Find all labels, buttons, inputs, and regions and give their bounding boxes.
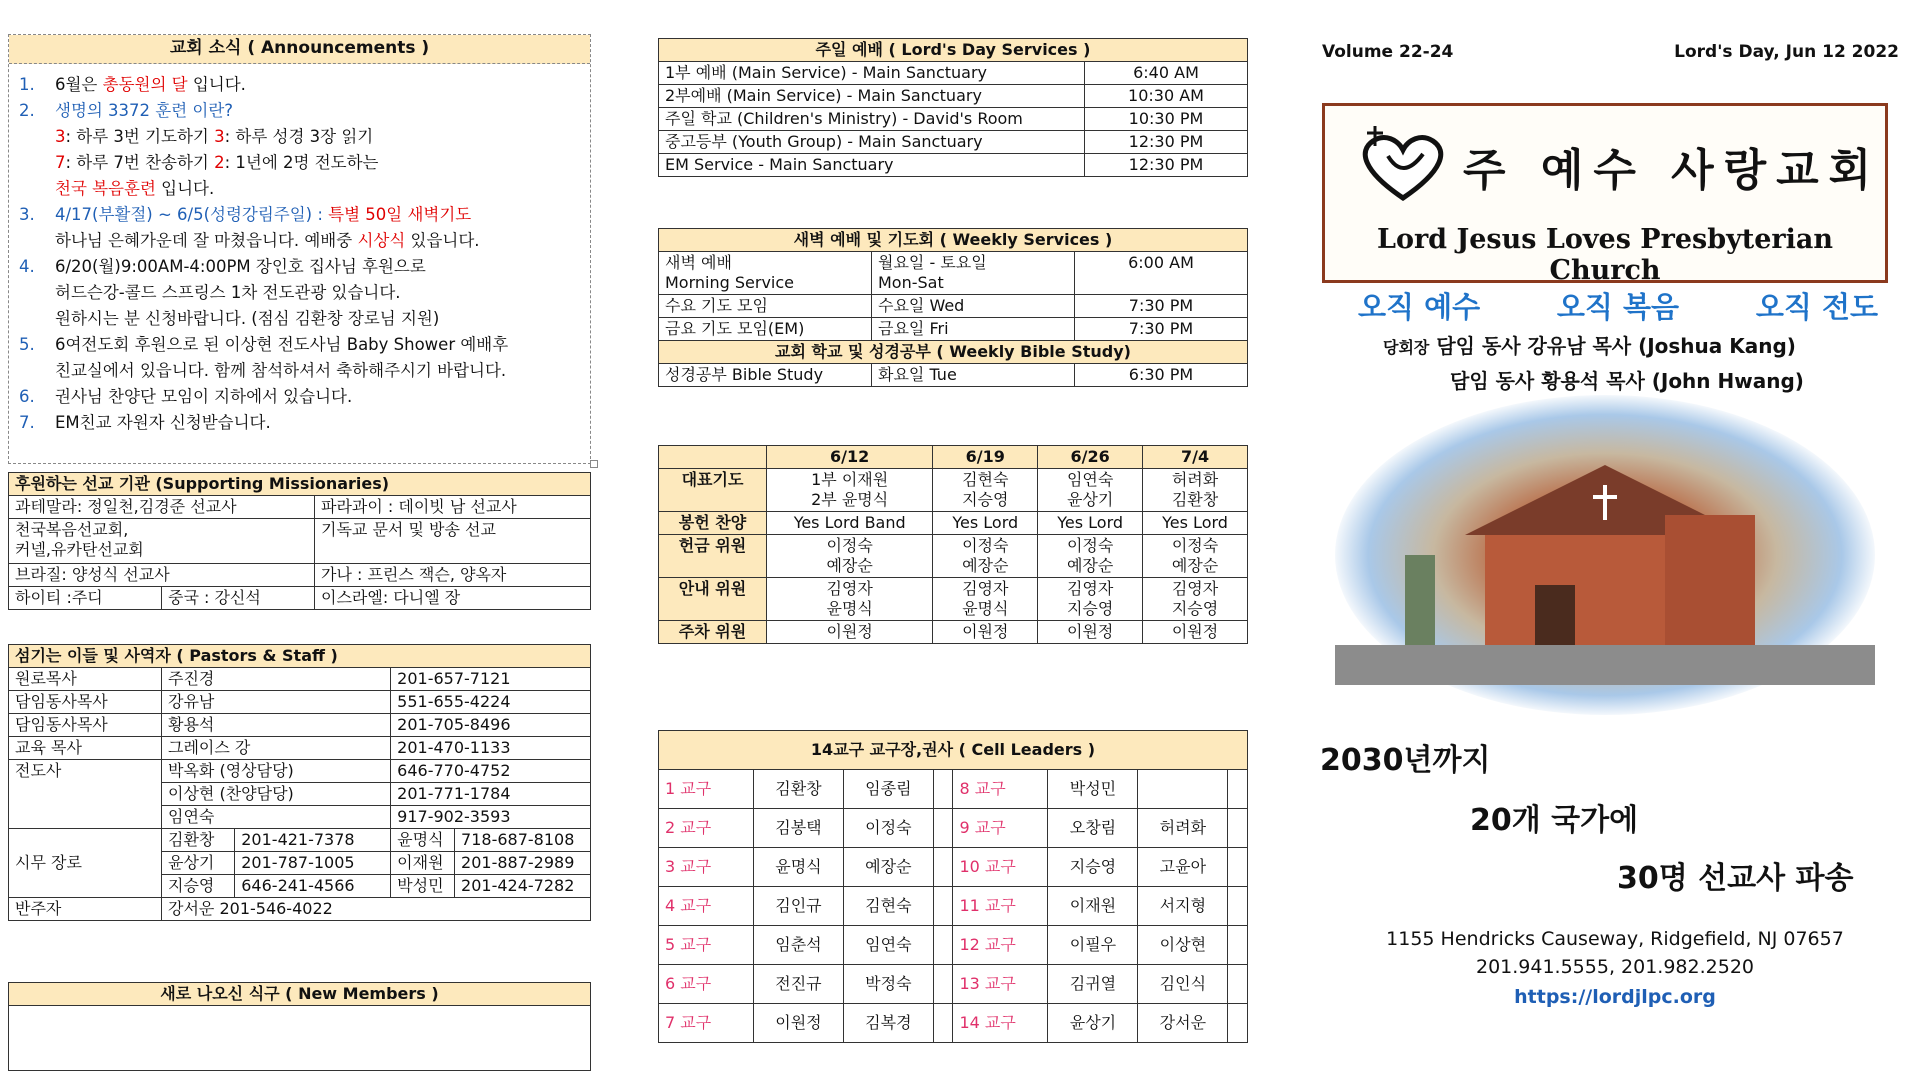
announcement-text: : 하루 성경 3장 읽기 (224, 127, 374, 146)
announcement-text: 특별 50일 새벽기도 (328, 205, 472, 224)
weekly-time: 6:30 PM (1075, 364, 1248, 387)
staff-role: 담임동사목사 (9, 714, 162, 737)
announcement-number: 1. (19, 75, 35, 94)
church-logo (1322, 103, 1888, 286)
staff-name: 이상현 (찬양담당) (162, 783, 391, 806)
announcement-subline (19, 124, 590, 150)
staff-name: 주진경 (162, 668, 391, 691)
service-time: 10:30 AM (1085, 85, 1248, 108)
announcement-number: 6. (19, 387, 35, 406)
duty-cell: 김현숙 지승영 (933, 469, 1038, 512)
website-link[interactable]: https://lordjlpc.org (1514, 986, 1716, 1008)
cell-district: 11 교구 (953, 887, 1048, 926)
phone-numbers: 201.941.5555, 201.982.2520 (1475, 956, 1754, 978)
duty-cell: 이정숙 예장순 (767, 535, 933, 578)
cell-leader: 박성민 (1048, 770, 1138, 809)
mission-cell: 파라과이 : 데이빗 남 선교사 (315, 496, 591, 519)
new-members-box (8, 982, 591, 1071)
duty-label: 안내 위원 (659, 578, 767, 621)
weekly-name: 금요 기도 모임(EM) (659, 318, 872, 341)
duty-date: 6/19 (933, 446, 1038, 469)
cell-leader: 임춘석 (754, 926, 844, 965)
cell-leader: 이정숙 (843, 809, 933, 848)
vision-line-3: 30명 선교사 파송 (1617, 861, 1854, 896)
cell-leader: 박정숙 (843, 965, 933, 1004)
announcement-text: 7 (55, 153, 66, 172)
cell-leader: 김복경 (843, 1004, 933, 1043)
weekly-name: 성경공부 Bible Study (659, 364, 872, 387)
duty-cell: 이원정 (1143, 621, 1248, 644)
announcement-subline (19, 150, 590, 176)
weekly-title: 새벽 예배 및 기도회 ( Weekly Services ) (659, 229, 1248, 252)
duty-cell: 이정숙 예장순 (1143, 535, 1248, 578)
duty-cell: 허려화 김환창 (1143, 469, 1248, 512)
cell-district: 5 교구 (659, 926, 754, 965)
staff-phone: 201-470-1133 (391, 737, 591, 760)
cell-district: 14 교구 (953, 1004, 1048, 1043)
cell-leader: 김인식 (1138, 965, 1228, 1004)
cell-district: 1 교구 (659, 770, 754, 809)
volume-label: Volume 22-24 (1322, 42, 1454, 62)
cell-leader: 임연숙 (843, 926, 933, 965)
weekly-day: 수요일 Wed (872, 295, 1075, 318)
cell-leader: 김환창 (754, 770, 844, 809)
duty-cell: 이원정 (933, 621, 1038, 644)
cell-leaders-table (658, 730, 1248, 1043)
service-time: 12:30 PM (1085, 131, 1248, 154)
cell-district: 6 교구 (659, 965, 754, 1004)
cell-leader: 윤명식 (754, 848, 844, 887)
duty-cell: 김영자 지승영 (1143, 578, 1248, 621)
elder-name: 지승영 (162, 875, 235, 898)
cell-leader (1228, 770, 1248, 809)
resize-handle[interactable] (590, 460, 598, 468)
elder-phone: 201-787-1005 (235, 852, 391, 875)
announcement-text: : 하루 7번 찬송하기 (65, 153, 215, 172)
staff-phone: 201-705-8496 (391, 714, 591, 737)
announcement-subline (19, 280, 590, 306)
announcement-number: 2. (19, 101, 35, 120)
weekly-name: 새벽 예배 Morning Service (659, 252, 872, 295)
pastor-line-1 (1383, 330, 1796, 359)
duty-cell: Yes Lord (1143, 512, 1248, 535)
mission-cell: 과테말라: 정일천,김경준 선교사 (9, 496, 315, 519)
mission-cell: 가나 : 프린스 잭슨, 양옥자 (315, 564, 591, 587)
announcement-item (19, 332, 590, 384)
motto-item: 오직 복음 (1556, 290, 1680, 324)
mission-cell: 중국 : 강신석 (162, 587, 315, 610)
logo-korean-text: 주 예수 사랑교회 (1463, 145, 1882, 196)
new-members-title: 새로 나오신 식구 ( New Members ) (9, 983, 591, 1006)
service-time: 10:30 PM (1085, 108, 1248, 131)
announcement-text: 시상식 (357, 231, 406, 250)
staff-role: 반주자 (9, 898, 162, 921)
cell-leader: 김현숙 (843, 887, 933, 926)
cell-leader: 서지형 (1138, 887, 1228, 926)
duty-cell: 이정숙 예장순 (1038, 535, 1143, 578)
announcement-text: 4/17(부활절) ~ 6/5(성령강림주일) : (55, 205, 329, 224)
bible-study-title: 교회 학교 및 성경공부 ( Weekly Bible Study) (659, 341, 1248, 364)
staff-title: 섬기는 이들 및 사역자 ( Pastors & Staff ) (9, 645, 591, 668)
weekly-day: 금요일 Fri (872, 318, 1075, 341)
staff-phone: 551-655-4224 (391, 691, 591, 714)
elder-name: 김환창 (162, 829, 235, 852)
mission-cell: 하이티 :주디 (9, 587, 162, 610)
duty-cell: Yes Lord Band (767, 512, 933, 535)
staff-name: 박옥화 (영상담당) (162, 760, 391, 783)
cell-leader (1228, 926, 1248, 965)
staff-phone: 646-770-4752 (391, 760, 591, 783)
cell-leader (1228, 965, 1248, 1004)
mission-cell: 천국복음선교회, 커넬,유카탄선교회 (9, 519, 315, 564)
announcement-text: 3 (55, 127, 66, 146)
cell-leader: 전진규 (754, 965, 844, 1004)
service-name: 중고등부 (Youth Group) - Main Sanctuary (659, 131, 1085, 154)
duty-cell: 김영자 지승영 (1038, 578, 1143, 621)
duty-date: 7/4 (1143, 446, 1248, 469)
staff-phone: 201-771-1784 (391, 783, 591, 806)
cell-district: 10 교구 (953, 848, 1048, 887)
cell-district: 9 교구 (953, 809, 1048, 848)
announcement-subline (19, 358, 590, 384)
duty-cell: 이원정 (767, 621, 933, 644)
staff-phone: 201-657-7121 (391, 668, 591, 691)
announcements-title: 교회 소식 ( Announcements ) (9, 35, 590, 64)
announcement-text: 2 (214, 153, 225, 172)
announcement-item (19, 410, 590, 436)
duty-cell: 임연숙 윤상기 (1038, 469, 1143, 512)
mission-cell: 기독교 문서 및 방송 선교 (315, 519, 591, 564)
cell-leader (1228, 848, 1248, 887)
motto-item: 오직 예수 (1358, 290, 1481, 324)
weekly-time: 7:30 PM (1075, 318, 1248, 341)
mission-cell: 이스라엘: 다니엘 장 (315, 587, 591, 610)
staff-name: 그레이스 강 (162, 737, 391, 760)
elder-phone: 201-421-7378 (235, 829, 391, 852)
duty-cell: 이원정 (1038, 621, 1143, 644)
cell-leader (933, 965, 953, 1004)
staff-name: 강유남 (162, 691, 391, 714)
cell-leader: 김인규 (754, 887, 844, 926)
announcements-box (8, 34, 591, 464)
announcement-text: 입니다. (155, 179, 215, 198)
cell-leader: 김봉택 (754, 809, 844, 848)
announcement-number: 5. (19, 335, 35, 354)
missions-table (8, 472, 591, 610)
announcement-text: 3 (214, 127, 225, 146)
date-label: Lord's Day, Jun 12 2022 (1674, 42, 1899, 62)
announcement-text: 6월은 (55, 75, 103, 94)
announcement-item (19, 98, 590, 202)
duty-cell: 1부 이재원 2부 윤명식 (767, 469, 933, 512)
cell-district: 13 교구 (953, 965, 1048, 1004)
duty-cell: Yes Lord (1038, 512, 1143, 535)
cell-leader: 김귀열 (1048, 965, 1138, 1004)
announcements-list (9, 72, 590, 436)
announcement-item (19, 254, 590, 332)
service-time: 6:40 AM (1085, 62, 1248, 85)
service-time: 12:30 PM (1085, 154, 1248, 177)
cell-leader: 허려화 (1138, 809, 1228, 848)
duty-cell: Yes Lord (933, 512, 1038, 535)
staff-phone: 917-902-3593 (391, 806, 591, 829)
duty-label: 주차 위원 (659, 621, 767, 644)
new-members-list (9, 1006, 591, 1071)
logo-english-text: Lord Jesus Loves Presbyterian Church (1376, 224, 1834, 286)
staff-table (8, 644, 591, 921)
duty-date: 6/26 (1038, 446, 1143, 469)
announcement-subline (19, 176, 590, 202)
cell-leader (1228, 809, 1248, 848)
announcement-text: 허드슨강-콜드 스프링스 1차 전도관광 있습니다. (55, 283, 401, 302)
cell-leader (933, 809, 953, 848)
duty-date: 6/12 (767, 446, 933, 469)
announcement-text: 원하시는 분 신청바랍니다. (점심 김환창 장로님 지원) (55, 309, 440, 328)
duty-label: 봉헌 찬양 (659, 512, 767, 535)
announcement-text: EM친교 자원자 신청받습니다. (55, 413, 271, 432)
announcement-item (19, 384, 590, 410)
weekly-time: 7:30 PM (1075, 295, 1248, 318)
service-name: 2부예배 (Main Service) - Main Sanctuary (659, 85, 1085, 108)
elder-phone: 718-687-8108 (455, 829, 591, 852)
vision-line-1: 2030년까지 (1320, 743, 1491, 778)
elder-phone: 201-887-2989 (455, 852, 591, 875)
announcement-text: 6/20(월)9:00AM-4:00PM 장인호 집사님 후원으로 (55, 257, 426, 276)
cell-district: 4 교구 (659, 887, 754, 926)
announcement-number: 3. (19, 205, 35, 224)
elder-phone: 646-241-4566 (235, 875, 391, 898)
staff-name: 황용석 (162, 714, 391, 737)
cell-leader (933, 887, 953, 926)
announcement-text: 6여전도회 후원으로 된 이상현 전도사님 Baby Shower 예배후 (55, 335, 509, 354)
announcement-subline (19, 306, 590, 332)
cell-leader (1228, 887, 1248, 926)
duty-cell: 김영자 윤명식 (767, 578, 933, 621)
announcement-item (19, 72, 590, 98)
staff-name: 임연숙 (162, 806, 391, 829)
weekly-time: 6:00 AM (1075, 252, 1248, 295)
staff-role: 전도사 (9, 760, 162, 829)
elder-name: 윤명식 (391, 829, 455, 852)
announcement-text: : 하루 3번 기도하기 (65, 127, 215, 146)
announcement-text: 권사님 찬양단 모임이 지하에서 있습니다. (55, 387, 353, 406)
duty-corner (659, 446, 767, 469)
cell-leader (1138, 770, 1228, 809)
cell-district: 7 교구 (659, 1004, 754, 1043)
staff-name: 강서운 201-546-4022 (162, 898, 591, 921)
announcement-text: 생명의 3372 훈련 이란? (55, 101, 234, 120)
elder-phone: 201-424-7282 (455, 875, 591, 898)
pastor-1: 담임 동사 강유남 목사 (Joshua Kang) (1436, 334, 1796, 358)
sunday-title: 주일 예배 ( Lord's Day Services ) (659, 39, 1248, 62)
service-name: 1부 예배 (Main Service) - Main Sanctuary (659, 62, 1085, 85)
announcement-subline (19, 228, 590, 254)
church-photo (1335, 395, 1875, 715)
cell-leader (933, 848, 953, 887)
duty-label: 헌금 위원 (659, 535, 767, 578)
announcement-number: 7. (19, 413, 35, 432)
announcement-text: 입니다. (187, 75, 246, 94)
cell-leader: 강서운 (1138, 1004, 1228, 1043)
pastor-prefix: 당회장 (1383, 338, 1430, 357)
cell-leader: 임종림 (843, 770, 933, 809)
pastor-2: 담임 동사 황용석 목사 (John Hwang) (1450, 369, 1804, 393)
cell-leader: 윤상기 (1048, 1004, 1138, 1043)
duty-label: 대표기도 (659, 469, 767, 512)
service-name: 주일 학교 (Children's Ministry) - David's Room (659, 108, 1085, 131)
staff-role: 원로목사 (9, 668, 162, 691)
cell-leader (933, 1004, 953, 1043)
missions-title: 후원하는 선교 기관 (Supporting Missionaries) (9, 473, 591, 496)
sunday-services-table (658, 38, 1248, 177)
cells-title: 14교구 교구장,권사 ( Cell Leaders ) (659, 731, 1248, 770)
announcement-text: 천국 복음훈련 (55, 179, 156, 198)
announcement-number: 4. (19, 257, 35, 276)
cell-leader: 오창림 (1048, 809, 1138, 848)
cell-district: 2 교구 (659, 809, 754, 848)
elder-name: 박성민 (391, 875, 455, 898)
cell-district: 8 교구 (953, 770, 1048, 809)
announcement-text: 하나님 은혜가운데 잘 마쳤읍니다. 예배중 (55, 231, 358, 250)
cell-leader: 예장순 (843, 848, 933, 887)
mission-cell: 브라질: 양성식 선교사 (9, 564, 315, 587)
cell-leader: 이필우 (1048, 926, 1138, 965)
announcement-text: 총동원의 달 (102, 75, 188, 94)
cell-leader: 이상현 (1138, 926, 1228, 965)
cell-leader (933, 926, 953, 965)
announcement-item (19, 202, 590, 254)
service-name: EM Service - Main Sanctuary (659, 154, 1085, 177)
cell-leader (1228, 1004, 1248, 1043)
heart-logo-icon (1353, 126, 1453, 206)
elder-name: 윤상기 (162, 852, 235, 875)
announcement-text: 친교실에서 있읍니다. 함께 참석하셔서 축하해주시기 바랍니다. (55, 361, 507, 380)
cell-district: 12 교구 (953, 926, 1048, 965)
vision-line-2: 20개 국가에 (1470, 803, 1639, 838)
cell-district: 3 교구 (659, 848, 754, 887)
cell-leader: 이원정 (754, 1004, 844, 1043)
announcement-text: 있읍니다. (405, 231, 480, 250)
staff-role: 담임동사목사 (9, 691, 162, 714)
staff-role: 교육 목사 (9, 737, 162, 760)
duty-cell: 김영자 윤명식 (933, 578, 1038, 621)
weekly-services-table (658, 228, 1248, 387)
cell-leader: 고윤아 (1138, 848, 1228, 887)
weekly-day: 월요일 - 토요일 Mon-Sat (872, 252, 1075, 295)
staff-role: 시무 장로 (9, 829, 162, 898)
weekly-day: 화요일 Tue (872, 364, 1075, 387)
duty-cell: 이정숙 예장순 (933, 535, 1038, 578)
church-building-image (1335, 395, 1875, 715)
announcement-text: : 1년에 2명 전도하는 (224, 153, 379, 172)
cell-leader: 지승영 (1048, 848, 1138, 887)
duties-table (658, 445, 1248, 644)
motto-item: 오직 전도 (1755, 290, 1878, 324)
address: 1155 Hendricks Causeway, Ridgefield, NJ 07657 (1386, 928, 1844, 950)
motto (1358, 285, 1878, 326)
weekly-name: 수요 기도 모임 (659, 295, 872, 318)
elder-name: 이재원 (391, 852, 455, 875)
cell-leader: 이재원 (1048, 887, 1138, 926)
cell-leader (933, 770, 953, 809)
